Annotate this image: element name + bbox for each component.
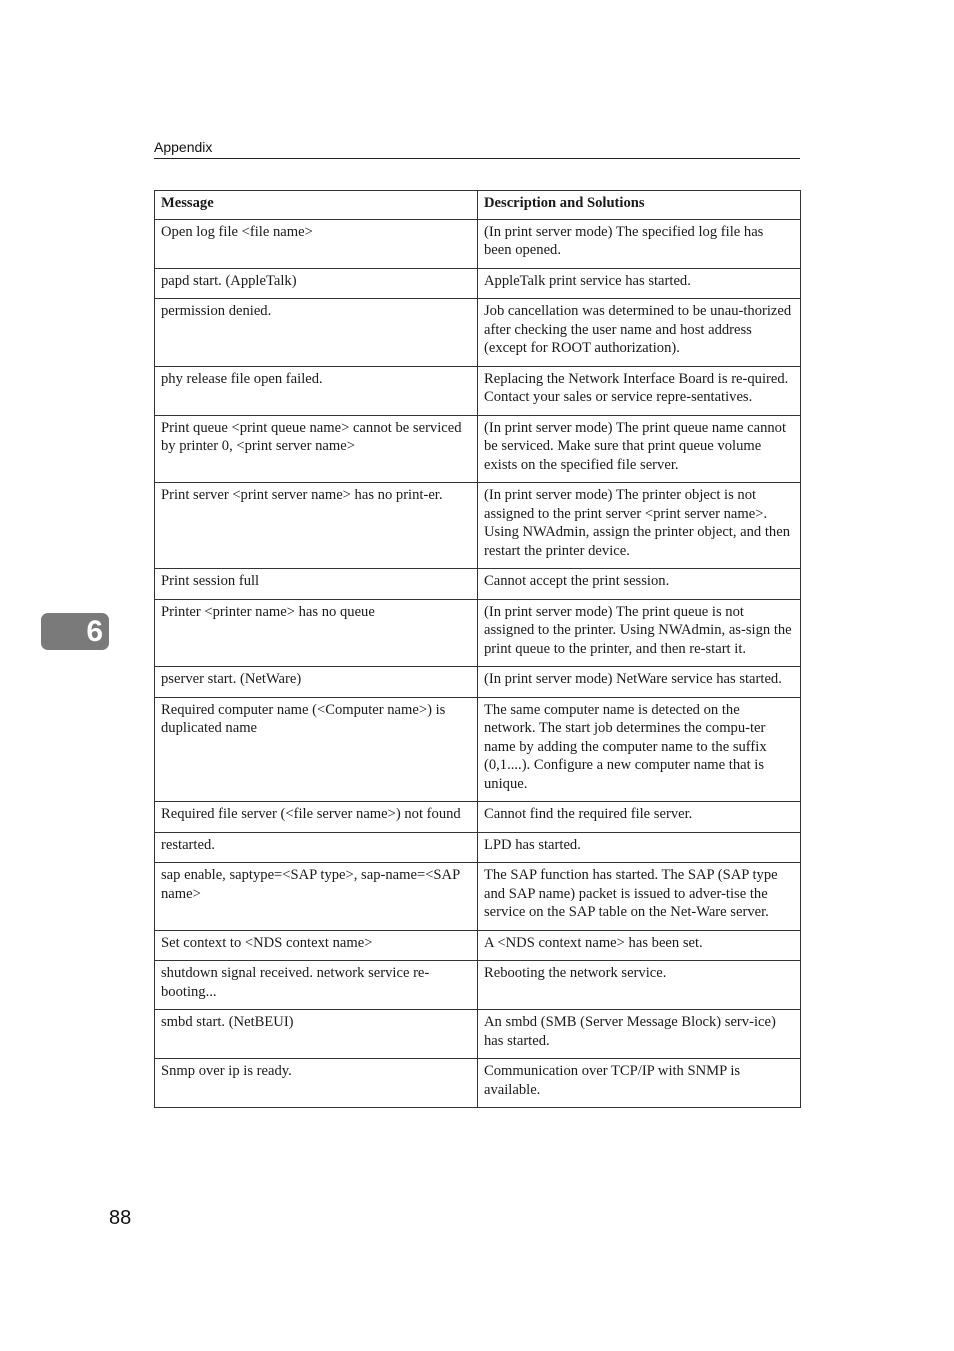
message-cell: Print session full [155, 569, 478, 600]
description-cell: (In print server mode) The print queue name cannot be serviced. Make sure that print queue volume exists on the specified file server. [478, 415, 801, 483]
table-body [155, 219, 801, 1108]
table-row [155, 366, 801, 415]
message-cell: shutdown signal received. network service re-booting... [155, 961, 478, 1010]
table-header-row [155, 191, 801, 220]
table-row [155, 219, 801, 268]
message-cell: phy release file open failed. [155, 366, 478, 415]
message-cell: sap enable, saptype=<SAP type>, sap-name=<SAP name> [155, 863, 478, 931]
description-cell: LPD has started. [478, 832, 801, 863]
message-cell: Print queue <print queue name> cannot be serviced by printer 0, <print server name> [155, 415, 478, 483]
description-cell: The same computer name is detected on the network. The start job determines the compu-ter name by adding the computer name to the suffix (0,1....). Configure a new computer name that is unique. [478, 697, 801, 802]
message-cell: papd start. (AppleTalk) [155, 268, 478, 299]
description-cell: An smbd (SMB (Server Message Block) serv-ice) has started. [478, 1010, 801, 1059]
message-cell: Open log file <file name> [155, 219, 478, 268]
message-table [154, 190, 801, 1108]
message-cell: smbd start. (NetBEUI) [155, 1010, 478, 1059]
table-row [155, 1010, 801, 1059]
description-cell: Rebooting the network service. [478, 961, 801, 1010]
message-cell: restarted. [155, 832, 478, 863]
description-cell: (In print server mode) The printer object is not assigned to the print server <print server name>. Using NWAdmin, assign the printer object, and then restart the printer device. [478, 483, 801, 569]
table-row [155, 483, 801, 569]
description-cell: (In print server mode) The print queue is not assigned to the printer. Using NWAdmin, as-sign the print queue to the printer, and then re-start it. [478, 599, 801, 667]
table-row [155, 599, 801, 667]
table-row [155, 802, 801, 833]
message-cell: permission denied. [155, 299, 478, 367]
page-number: 88 [109, 1207, 132, 1229]
description-cell: Cannot find the required file server. [478, 802, 801, 833]
description-cell: Communication over TCP/IP with SNMP is available. [478, 1059, 801, 1108]
message-cell: Required file server (<file server name>) not found [155, 802, 478, 833]
running-header: Appendix [154, 139, 213, 155]
table-row [155, 667, 801, 698]
description-cell: AppleTalk print service has started. [478, 268, 801, 299]
column-header-message: Message [155, 191, 478, 220]
header-rule [154, 158, 800, 159]
table-row [155, 569, 801, 600]
description-cell: Cannot accept the print session. [478, 569, 801, 600]
column-header-description: Description and Solutions [478, 191, 801, 220]
table-row [155, 415, 801, 483]
table-row [155, 961, 801, 1010]
description-cell: (In print server mode) NetWare service has started. [478, 667, 801, 698]
message-cell: Required computer name (<Computer name>) is duplicated name [155, 697, 478, 802]
description-cell: Replacing the Network Interface Board is re-quired. Contact your sales or service repre-sentatives. [478, 366, 801, 415]
description-cell: Job cancellation was determined to be unau-thorized after checking the user name and host address (except for ROOT authorization). [478, 299, 801, 367]
description-cell: A <NDS context name> has been set. [478, 930, 801, 961]
table-row [155, 863, 801, 931]
table-row [155, 1059, 801, 1108]
message-cell: Print server <print server name> has no print-er. [155, 483, 478, 569]
message-cell: Snmp over ip is ready. [155, 1059, 478, 1108]
table-row [155, 268, 801, 299]
message-cell: Printer <printer name> has no queue [155, 599, 478, 667]
table-row [155, 832, 801, 863]
description-cell: The SAP function has started. The SAP (SAP type and SAP name) packet is issued to adver-tise the service on the SAP table on the Net-Ware server. [478, 863, 801, 931]
table-row [155, 930, 801, 961]
table-row [155, 697, 801, 802]
message-cell: Set context to <NDS context name> [155, 930, 478, 961]
description-cell: (In print server mode) The specified log file has been opened. [478, 219, 801, 268]
message-cell: pserver start. (NetWare) [155, 667, 478, 698]
table-row [155, 299, 801, 367]
chapter-tab: 6 [41, 613, 109, 650]
